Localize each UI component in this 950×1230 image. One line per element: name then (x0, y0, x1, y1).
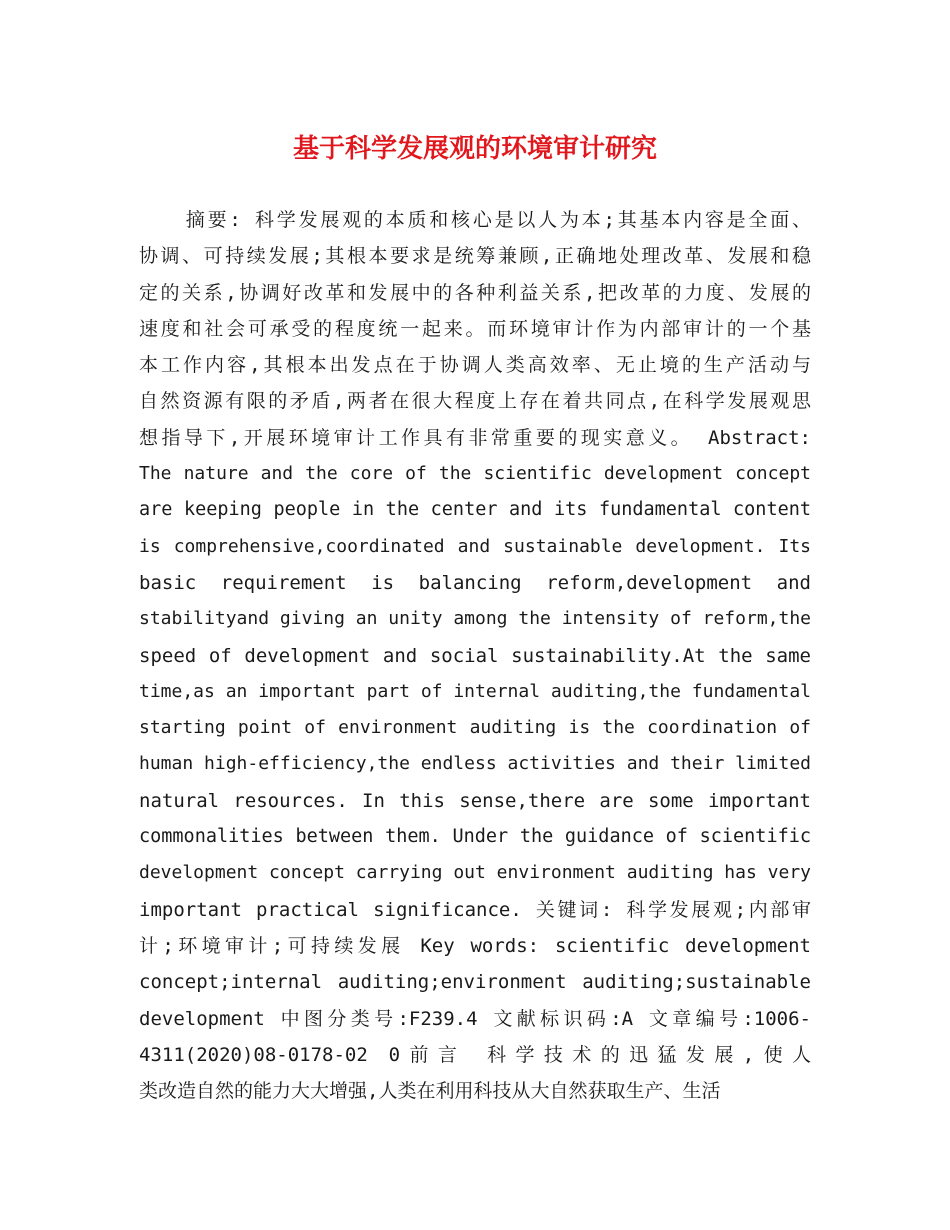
body-line: concept;internal auditing;environment auditing;sustainable (139, 971, 811, 994)
body-line: development concept carrying out environment auditing has very (139, 862, 811, 884)
body-line: 自然资源有限的矛盾,两者在很大程度上存在着共同点,在科学发展观思 (139, 390, 811, 413)
body-line: 类改造自然的能力大大增强,人类在利用科技从大自然获取生产、生活 (139, 1080, 721, 1103)
body-line: development 中图分类号:F239.4 文献标识码:A 文章编号:1006- (139, 1007, 811, 1030)
body-line: 摘要: 科学发展观的本质和核心是以人为本;其基本内容是全面、 (183, 209, 811, 231)
body-line: important practical significance. 关键词: 科学发展观;内部审 (139, 898, 811, 921)
body-line: is comprehensive,coordinated and sustainable development. Its (139, 535, 811, 557)
body-line: time,as an important part of internal auditing,the fundamental (139, 680, 811, 702)
body-line: 速度和社会可承受的程度统一起来。而环境审计作为内部审计的一个基 (139, 317, 811, 340)
body-line: 定的关系,协调好改革和发展中的各种利益关系,把改革的力度、发展的 (139, 281, 811, 304)
body-line: stabilityand giving an unity among the intensity of reform,the (139, 608, 811, 630)
body-line: 协调、可持续发展;其根本要求是统筹兼顾,正确地处理改革、发展和稳 (139, 245, 811, 268)
body-line: 本工作内容,其根本出发点在于协调人类高效率、无止境的生产活动与 (139, 354, 811, 377)
body-line: 4311(2020)08-0178-02 0前言 科学技术的迅猛发展,使人 (139, 1043, 811, 1066)
document-body (139, 202, 811, 1109)
body-line: starting point of environment auditing is the coordination of (139, 717, 811, 739)
body-line: 想指导下,开展环境审计工作具有非常重要的现实意义。 Abstract: (139, 426, 811, 449)
body-line: natural resources. In this sense,there are some important (139, 789, 811, 812)
body-line: human high-efficiency,the endless activities and their limited (139, 753, 811, 775)
body-line: The nature and the core of the scientific development concept (139, 463, 811, 485)
document-page (139, 0, 811, 1230)
body-line: 计;环境审计;可持续发展 Key words: scientific development (139, 934, 811, 957)
body-line: speed of development and social sustainability.At the same (139, 644, 811, 667)
body-line: commonalities between them. Under the guidance of scientific (139, 826, 811, 848)
body-line: are keeping people in the center and its fundamental content (139, 499, 811, 521)
document-title: 基于科学发展观的环境审计研究 (292, 134, 657, 164)
body-line: basic requirement is balancing reform,development and (139, 571, 811, 594)
